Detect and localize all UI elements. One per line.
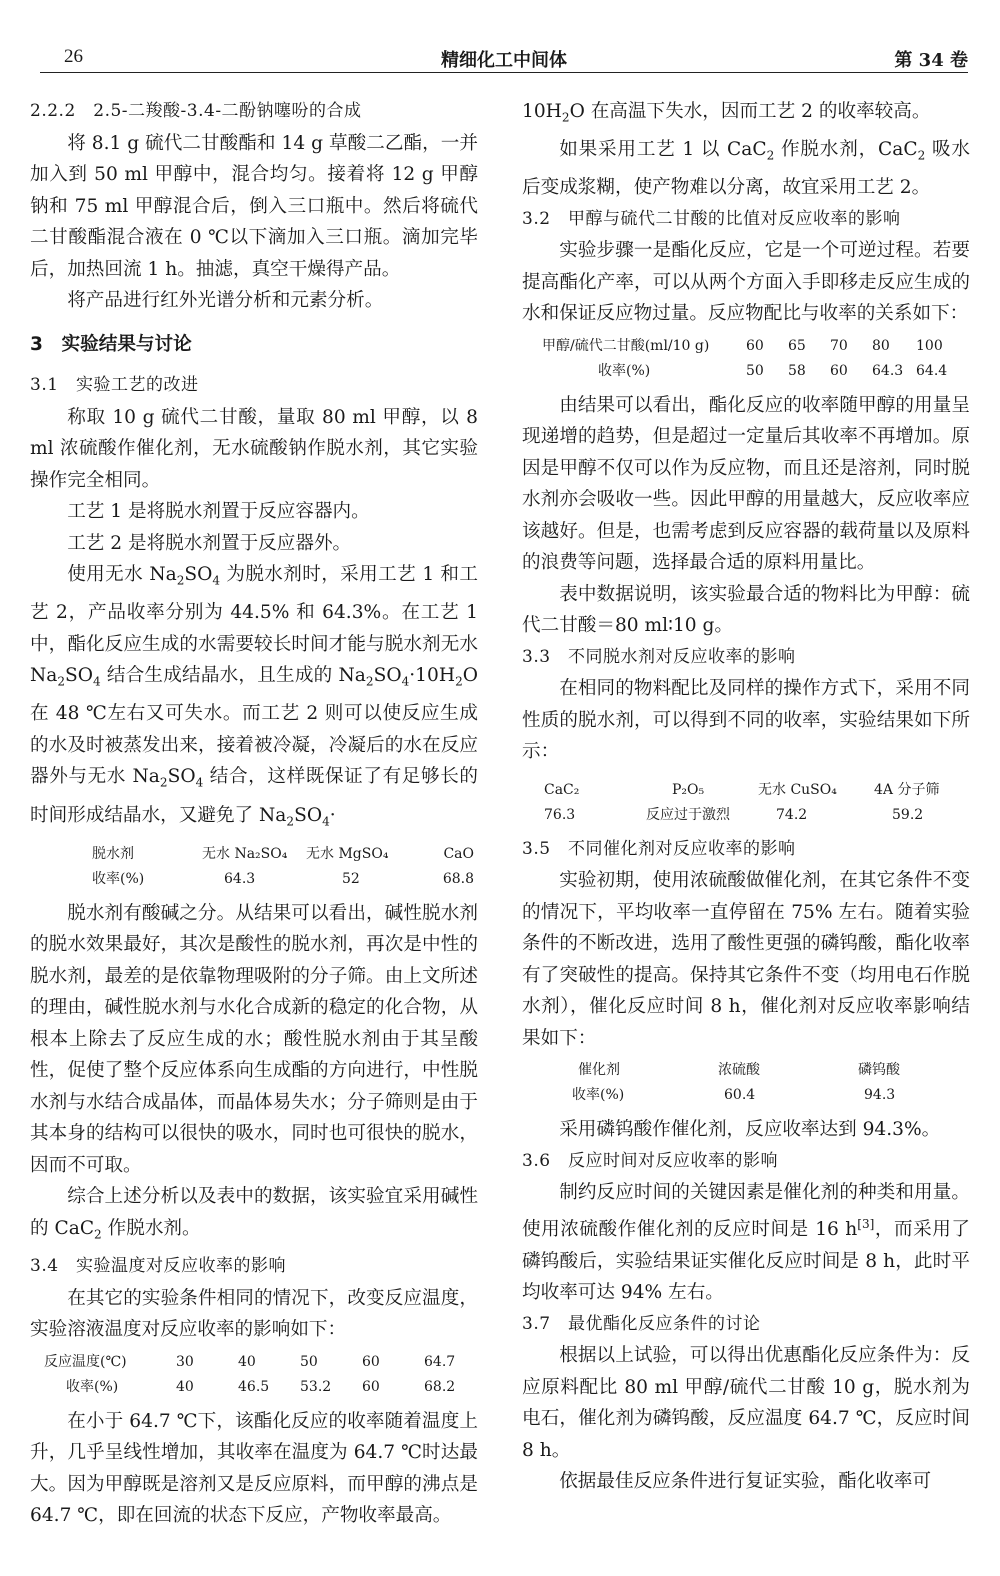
- text-run: 作脱水剂，CaC: [774, 139, 918, 161]
- text-run: O 在高温下失水，因而工艺 2 的收率较高。: [569, 101, 931, 122]
- table-cell: 脱水剂: [92, 845, 134, 862]
- section-3-5-heading: 3.5 不同催化剂对反应收率的影响: [522, 838, 796, 859]
- table-cell: 甲醇/硫代二甘酸(ml/10 g): [542, 337, 710, 354]
- dehydrant-compare-table: [544, 778, 964, 828]
- dehydrant-table: [92, 842, 474, 892]
- table-cell: 52: [342, 870, 360, 887]
- paragraph: 实验步骤一是酯化反应，它是一个可逆过程。若要提高酯化产率，可以从两个方面入手即移走反应生成的水和保证反应物过量。反应物配比与收率的关系如下：: [522, 240, 970, 325]
- table-cell: 40: [238, 1353, 256, 1370]
- text-run: 结合生成结晶水，且生成的 Na: [100, 665, 366, 687]
- paragraph: 根据以上试验，可以得出优惠酯化反应条件为：反应原料配比 80 ml 甲醇/硫代二甘酸 10 g，脱水剂为电石，催化剂为磷钨酸，反应温度 64.7 ℃，反应时间 8 h。: [522, 1345, 970, 1461]
- table-row: [544, 803, 964, 828]
- temperature-table: [44, 1350, 472, 1400]
- page-header: [40, 42, 968, 74]
- table-cell: 收率(%): [66, 1378, 119, 1395]
- table-cell: 反应温度(℃): [44, 1353, 127, 1370]
- table-cell: 58: [788, 362, 806, 379]
- section-3-7-heading: 3.7 最优酯化反应条件的讨论: [522, 1313, 761, 1334]
- text-run: ·: [329, 804, 336, 826]
- table-cell: 反应过于激烈: [646, 806, 730, 823]
- table-cell: 60: [746, 337, 764, 354]
- table-cell: 4A 分子筛: [874, 781, 940, 798]
- table-cell: 68.2: [424, 1378, 456, 1395]
- table-cell: 60: [830, 362, 848, 379]
- paragraph: 如果采用工艺 1 以 CaC$_2$ 作脱水剂，CaC$_2$ 吸水后变成浆糊，使产物难以分离，故宜采用工艺 2。: [522, 139, 970, 199]
- table-cell: 64.3: [872, 362, 904, 379]
- page-number: 26: [64, 46, 83, 67]
- journal-title: 精细化工中间体: [441, 50, 567, 71]
- table-row: [44, 1375, 472, 1400]
- text-run: O 在 48 ℃左右又可失水。而工艺 2 则可以使反应生成的水及时被蒸发出来，接着被冷凝，冷凝后的水在反应器外与无水 Na: [30, 665, 478, 788]
- table-cell: 68.8: [442, 870, 474, 887]
- table-cell: 收率(%): [598, 362, 651, 379]
- table-cell: 收率(%): [92, 870, 145, 887]
- paragraph: 在小于 64.7 ℃下，该酯化反应的收率随着温度上升，几乎呈线性增加，其收率在温度为 64.7 ℃时达最大。因为甲醇既是溶剂又是反应原料，而甲醇的沸点是 64.7 ℃，即在回流的状态下反应，产物收率最高。: [30, 1410, 478, 1527]
- paragraph: 脱水剂有酸碱之分。从结果可以看出，碱性脱水剂的脱水效果最好，其次是酸性的脱水剂，再次是中性的脱水剂，最差的是依靠物理吸附的分子筛。由上文所述的理由，碱性脱水剂与水化合成新的稳定的化合物，从根本上除去了反应生成的水；酸性脱水剂由于其呈酸性，促使了整个反应体系向生成酯的方向进行，中性脱水剂与水结合成晶体，而晶体易失水；分子筛则是由于其本身的结构可以很快的吸水，同时也可很快的脱水，因而不可取。: [30, 902, 478, 1176]
- table-cell: CaO: [443, 845, 474, 862]
- paragraph: 实验初期，使用浓硫酸做催化剂，在其它条件不变的情况下，平均收率一直停留在 75% 左右。随着实验条件的不断改进，选用了酸性更强的磷钨酸，酯化收率有了突破性的提高。保持其它条件不变（均用电石作脱水剂），催化反应时间 8 h，催化剂对反应收率影响结果如下：: [522, 870, 970, 1049]
- paragraph: $10H_2O$ 在高温下失水，因而工艺 2 的收率较高。: [522, 101, 931, 125]
- right-column: [522, 96, 970, 1498]
- table-cell: P₂O₅: [672, 781, 705, 798]
- table-cell: 无水 MgSO₄: [306, 845, 389, 862]
- table-row: [572, 1058, 928, 1083]
- table-cell: 浓硫酸: [718, 1062, 760, 1079]
- section-3-2-heading: 3.2 甲醇与硫代二甘酸的比值对反应收率的影响: [522, 208, 901, 229]
- table-row: [92, 867, 474, 892]
- paragraph: 使用无水 $Na_2SO_4$ 为脱水剂时，采用工艺 1 和工艺 2，产品收率分别为 44.5% 和 64.3%。在工艺 1 中，酯化反应生成的水需要较长时间才能与脱水剂无水 $Na_2SO_4$ 结合生成结晶水，且生成的 $Na_2SO_4\cdot 10H_2O$ 在 48 ℃左右又可失水。而工艺 2 则可以使反应生成的水及时被蒸发出来，接着被冷凝，冷凝后的水在反应器外与无水 $Na_2SO_4$ 结合，这样既保证了有足够长的时间形成结晶水，又避免了 $Na_2SO_4\cdot$: [30, 564, 478, 829]
- text-run: 综合上述分析以及表中的数据，该实验宜采用碱性的 CaC: [30, 1186, 478, 1239]
- section-2-2-2-heading: 2.2.2 2.5-二羧酸-3.4-二酚钠噻吩的合成: [30, 101, 362, 121]
- paragraph: 由结果可以看出，酯化反应的收率随甲醇的用量呈现递增的趋势，但是超过一定量后其收率不再增加。原因是甲醇不仅可以作为反应物，而且还是溶剂，同时脱水剂亦会吸收一些。因此甲醇的用量越大，反应收率应该越好。但是，也需考虑到反应容器的载荷量以及原料的浪费等问题，选择最合适的原料用量比。: [522, 394, 970, 574]
- paragraph: 工艺 2 是将脱水剂置于反应器外。: [67, 532, 352, 554]
- table-cell: 70: [830, 337, 848, 354]
- table-row: [572, 1083, 928, 1108]
- table-cell: 64.7: [424, 1353, 456, 1370]
- paragraph: 将 8.1 g 硫代二甘酸酯和 14 g 草酸二乙酯，一并加入到 50 ml 甲醇中，混合均匀。接着将 12 g 甲醇钠和 75 ml 甲醇混合后，倒入三口瓶中。然后将硫代二甘酸酯混合液在 0 ℃以下滴加入三口瓶。滴加完毕后，加热回流 1 h。抽滤，真空干燥得产品。: [30, 132, 478, 280]
- table-cell: 磷钨酸: [858, 1062, 900, 1079]
- table-cell: 100: [916, 337, 943, 354]
- text-run: ，而采用了磷钨酸后，实验结果证实催化反应时间是 8 h，此时平均收率可达 94% 左右。: [522, 1219, 970, 1304]
- paragraph: 在相同的物料配比及同样的操作方式下，采用不同性质的脱水剂，可以得到不同的收率，实验结果如下所示：: [522, 678, 970, 763]
- text-run: SO: [373, 665, 402, 687]
- text-run: 为脱水剂时，采用工艺 1 和工艺 2，产品收率分别为 44.5% 和 64.3%。在工艺 1 中，酯化反应生成的水需要较长时间才能与脱水剂无水 Na: [30, 564, 478, 687]
- text-run: SO: [65, 665, 94, 687]
- table-cell: 无水 CuSO₄: [758, 781, 837, 798]
- catalyst-table: [572, 1058, 928, 1108]
- section-3-4-heading: 3.4 实验温度对反应收率的影响: [30, 1256, 287, 1277]
- section-3-6-heading: 3.6 反应时间对反应收率的影响: [522, 1150, 779, 1171]
- paragraph: 采用磷钨酸作催化剂，反应收率达到 94.3%。: [559, 1119, 941, 1141]
- table-cell: 60: [362, 1378, 380, 1395]
- table-cell: 94.3: [864, 1087, 896, 1104]
- volume-label: 第 34 卷: [894, 50, 968, 71]
- table-cell: 64.3: [224, 870, 256, 887]
- table-row: [542, 334, 956, 359]
- ratio-table: [542, 334, 956, 384]
- text-run: 如果采用工艺 1 以 CaC: [559, 139, 767, 161]
- paragraph: 综合上述分析以及表中的数据，该实验宜采用碱性的 CaC$_2$ 作脱水剂。: [30, 1186, 478, 1242]
- text-run: 制约反应时间的关键因素是催化剂的种类和用量。使用浓硫酸作催化剂的反应时间是 16 h: [522, 1182, 970, 1241]
- table-cell: 65: [788, 337, 806, 354]
- paragraph: 表中数据说明，该实验最合适的物料比为甲醇：硫代二甘酸＝80 ml∶10 g。: [522, 583, 970, 637]
- table-cell: 催化剂: [578, 1062, 620, 1079]
- table-cell: 30: [176, 1353, 194, 1370]
- table-row: [44, 1350, 472, 1375]
- paragraph: 将产品进行红外光谱分析和元素分析。: [67, 290, 384, 311]
- section-3-3-heading: 3.3 不同脱水剂对反应收率的影响: [522, 646, 796, 667]
- table-cell: 60: [362, 1353, 380, 1370]
- paragraph: [522, 1177, 970, 1308]
- text-run: SO: [294, 804, 323, 826]
- paragraph: 依据最佳反应条件进行复证实验，酯化收率可: [559, 1471, 932, 1493]
- table-cell: 59.2: [892, 806, 924, 823]
- section-3-heading: 3 实验结果与讨论: [30, 333, 192, 355]
- citation-ref: [3]: [857, 1216, 875, 1231]
- table-cell: 60.4: [724, 1087, 756, 1104]
- left-column: [30, 96, 478, 1532]
- table-row: [92, 842, 474, 867]
- text-run: 吸水后变成浆糊，使产物难以分离，故宜采用工艺 2。: [522, 139, 970, 199]
- table-row: [544, 778, 964, 803]
- table-cell: 40: [176, 1378, 194, 1395]
- table-cell: 50: [746, 362, 764, 379]
- text-run: ·10H: [409, 665, 456, 687]
- section-3-1-heading: 3.1 实验工艺的改进: [30, 375, 199, 395]
- table-cell: 74.2: [776, 806, 808, 823]
- table-row: [542, 359, 956, 384]
- table-cell: 80: [872, 337, 890, 354]
- table-cell: 50: [300, 1353, 318, 1370]
- header-rule: [40, 72, 968, 73]
- table-cell: 46.5: [238, 1378, 270, 1395]
- table-cell: CaC₂: [544, 781, 580, 798]
- table-cell: 64.4: [916, 362, 948, 379]
- text-run: 10H: [522, 101, 562, 122]
- table-cell: 无水 Na₂SO₄: [202, 845, 288, 862]
- table-cell: 收率(%): [572, 1087, 625, 1104]
- text-run: SO: [184, 564, 213, 585]
- paragraph: 工艺 1 是将脱水剂置于反应容器内。: [67, 501, 370, 522]
- text-run: SO: [167, 766, 196, 788]
- text-run: 结合，这样既保证了有足够长的时间形成结晶水，又避免了 Na: [30, 766, 478, 826]
- paragraph: 称取 10 g 硫代二甘酸，量取 80 ml 甲醇，以 8 ml 浓硫酸作催化剂，无水硫酸钠作脱水剂，其它实验操作完全相同。: [30, 406, 478, 491]
- paragraph: 在其它的实验条件相同的情况下，改变反应温度，实验溶液温度对反应收率的影响如下：: [30, 1287, 478, 1341]
- table-cell: 53.2: [300, 1378, 332, 1395]
- text-run: 作脱水剂。: [101, 1217, 201, 1239]
- text-run: 使用无水 Na: [67, 564, 177, 585]
- table-cell: 76.3: [544, 806, 576, 823]
